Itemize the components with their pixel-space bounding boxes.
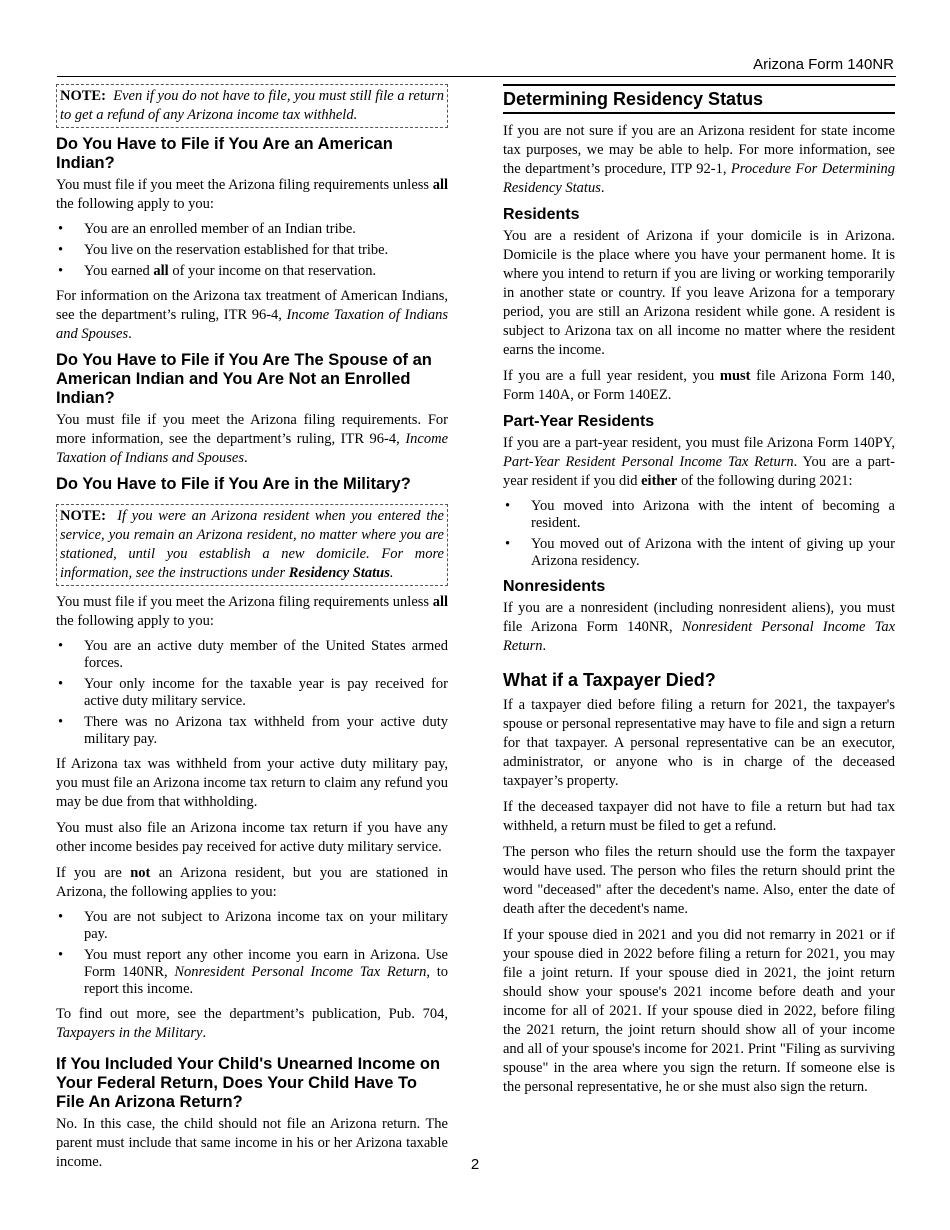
- text-run: You must file if you meet the Arizona filing requirements. For more information, see the department’s ruling, ITR 96-4,: [56, 412, 448, 447]
- text-run: For information on the Arizona tax treatment of American Indians, see the department’s ruling, ITR 96-4,: [56, 288, 448, 323]
- note-bold: Residency Status: [288, 565, 390, 581]
- list-part-year: [503, 498, 895, 570]
- paragraph-military-intro: [56, 593, 448, 631]
- text-bold: all: [432, 177, 448, 193]
- note-label: NOTE:: [60, 88, 106, 104]
- text-run: an Arizona resident, but you are stationed in Arizona, the following applies to you:: [56, 865, 448, 900]
- list-item: • Your only income for the taxable year is pay received for active duty military service.: [56, 676, 448, 710]
- note-label: NOTE:: [60, 508, 106, 524]
- text-run: If you are a nonresident (including nonresident aliens), you must file Arizona Form 140NR,: [503, 600, 895, 635]
- page-number: 2: [470, 1156, 480, 1173]
- paragraph-military-withheld: If Arizona tax was withheld from your active duty military pay, you must file an Arizona income tax return to claim any refund you may be due from that withholding.: [56, 756, 448, 810]
- note-refund: [56, 84, 448, 128]
- paragraph-spouse: [56, 411, 448, 468]
- text-italic: Income Taxation of Indians and Spouses: [56, 307, 448, 342]
- paragraph-child-income: No. In this case, the child should not file an Arizona return. The parent must include that same income in his or her Arizona taxable income.: [56, 1116, 448, 1170]
- text-run: .: [128, 326, 132, 342]
- heading-military: Do You Have to File if You Are in the Military?: [56, 475, 411, 493]
- text-italic: Nonresident Personal Income Tax Return: [174, 964, 427, 980]
- text-run: , to report this income.: [84, 964, 448, 997]
- text-italic: Income Taxation of Indians and Spouses: [56, 431, 448, 466]
- text-bold: not: [130, 865, 151, 881]
- text-run: .: [600, 180, 605, 196]
- paragraph-died-form: The person who files the return should use the form the taxpayer would have used. The person who files the return should print the word "deceased" after the decedent's name. Also, enter the date of death after the decedent's name.: [503, 844, 895, 917]
- heading-part-year: Part-Year Residents: [503, 413, 655, 430]
- text-run: You must report any other income you earn in Arizona. Use Form 140NR,: [84, 947, 448, 980]
- paragraph-residents-full-year: [503, 367, 895, 405]
- text-run: the following apply to you:: [56, 613, 214, 629]
- list-item: • There was no Arizona tax withheld from your active duty military pay.: [56, 714, 448, 748]
- form-title: Arizona Form 140NR: [753, 56, 894, 73]
- text-run: If you are not sure if you are an Arizona resident for state income tax purposes, we may be able to help. For more information, see the department’s procedure, ITP 92-1,: [503, 123, 895, 177]
- text-italic: Procedure For Determining Residency Status: [503, 161, 895, 196]
- text-run: .: [542, 638, 547, 654]
- text-run: the following apply to you:: [56, 196, 214, 212]
- list-item: [56, 947, 448, 998]
- list-military-nonresident: [56, 909, 448, 998]
- paragraph-indian-intro: [56, 176, 448, 214]
- header-rule: [57, 76, 896, 77]
- paragraph-residents-domicile: You are a resident of Arizona if your domicile is in Arizona. Domicile is the place where you have your permanent home. It is where you intend to return if you are living or working temporarily in another state or country. If you leave Arizona for a temporary period, you are still an Arizona resident while gone. A resident is subject to Arizona tax on all income no matter where the resident earns the income.: [503, 228, 895, 358]
- paragraph-died-intro: If a taxpayer died before filing a return for 2021, the taxpayer's spouse or personal representative may have to file and sign a return for that taxpayer. A personal representative can be an executor, administrator, or anyone who is in charge of the deceased taxpayer’s property.: [503, 697, 895, 789]
- text-bold: either: [641, 473, 678, 489]
- note-text: If you were an Arizona resident when you entered the service, you remain an Arizona resident, no matter where you are stationed, until you establish a new domicile. For more information, see the instructions under: [60, 508, 444, 581]
- heading-taxpayer-died: What if a Taxpayer Died?: [503, 670, 716, 690]
- text-run: of the following during 2021:: [677, 473, 853, 489]
- text-run: of your income on that reservation.: [168, 263, 377, 279]
- text-run: You must file if you meet the Arizona filing requirements unless: [56, 177, 433, 193]
- paragraph-military-stationed: [56, 864, 448, 902]
- text-bold: all: [432, 594, 448, 610]
- right-column: [503, 84, 895, 1104]
- list-item: • You live on the reservation established for that tribe.: [56, 242, 448, 259]
- text-run: .: [202, 1025, 207, 1041]
- list-indian-conditions: [56, 221, 448, 280]
- list-item: • You moved out of Arizona with the intent of giving up your Arizona residency.: [503, 536, 895, 570]
- paragraph-military-other-income: You must also file an Arizona income tax return if you have any other income besides pay received for active duty military service.: [56, 820, 448, 855]
- text-run: You earned: [84, 263, 154, 279]
- paragraph-nonresidents: [503, 599, 895, 656]
- paragraph-residency-intro: [503, 122, 895, 198]
- heading-american-indian: Do You Have to File if You Are an American Indian?: [56, 135, 393, 172]
- section-title-residency: Determining Residency Status: [503, 84, 895, 114]
- text-bold: all: [153, 263, 169, 279]
- text-italic: Part-Year Resident Personal Income Tax Return: [503, 454, 794, 470]
- text-run: .: [243, 450, 248, 466]
- list-item: • You are an enrolled member of an Indian tribe.: [56, 221, 448, 238]
- text-italic: Taxpayers in the Military: [56, 1025, 203, 1041]
- list-item: • You are not subject to Arizona income tax on your military pay.: [56, 909, 448, 943]
- paragraph-military-publication: [56, 1005, 448, 1043]
- text-run: To find out more, see the department’s publication, Pub. 704,: [56, 1006, 448, 1022]
- heading-child-income: If You Included Your Child's Unearned Income on Your Federal Return, Does Your Child Have To File An Arizona Return?: [56, 1055, 441, 1111]
- text-run: .: [389, 565, 394, 581]
- left-column: [56, 84, 448, 1179]
- heading-nonresidents: Nonresidents: [503, 578, 606, 595]
- text-bold: must: [719, 368, 751, 384]
- text-italic: Nonresident Personal Income Tax Return: [503, 619, 896, 654]
- paragraph-died-spouse: If your spouse died in 2021 and you did not remarry in 2021 or if your spouse died in 2022 before filing a return for 2021, you may file a joint return. If your spouse died in 2021, the joint return should show your spouse's 2021 income before death and your income for all of 2021. If your spouse died in 2022, before filing the 2021 return, the joint return should show all of your income and all of your spouse's income for 2021. Print "Filing as surviving spouse" in the area where you sign the return. If someone else is the personal representative, he or she must also sign the return.: [503, 927, 895, 1095]
- heading-residents: Residents: [503, 206, 580, 223]
- list-item: • You moved into Arizona with the intent of becoming a resident.: [503, 498, 895, 532]
- list-item: • You are an active duty member of the United States armed forces.: [56, 638, 448, 672]
- text-run: . You are a part-year resident if you did: [503, 454, 895, 489]
- note-military: [56, 504, 448, 586]
- paragraph-died-withheld: If the deceased taxpayer did not have to file a return but had tax withheld, a return must be filed to get a refund.: [503, 799, 895, 834]
- text-run: file Arizona Form 140, Form 140A, or Form 140EZ.: [503, 368, 895, 403]
- heading-spouse-indian: Do You Have to File if You Are The Spouse of an American Indian and You Are Not an Enrolled Indian?: [56, 351, 432, 407]
- text-run: If you are a part-year resident, you must file Arizona Form 140PY,: [503, 435, 895, 451]
- text-run: If you are: [56, 865, 131, 881]
- list-military-conditions: [56, 638, 448, 748]
- text-run: You must file if you meet the Arizona filing requirements unless: [56, 594, 433, 610]
- paragraph-indian-info: [56, 287, 448, 344]
- note-text: Even if you do not have to file, you must still file a return to get a refund of any Arizona income tax withheld.: [60, 88, 444, 123]
- text-run: If you are a full year resident, you: [503, 368, 720, 384]
- paragraph-part-year: [503, 434, 895, 491]
- list-item: [56, 263, 448, 280]
